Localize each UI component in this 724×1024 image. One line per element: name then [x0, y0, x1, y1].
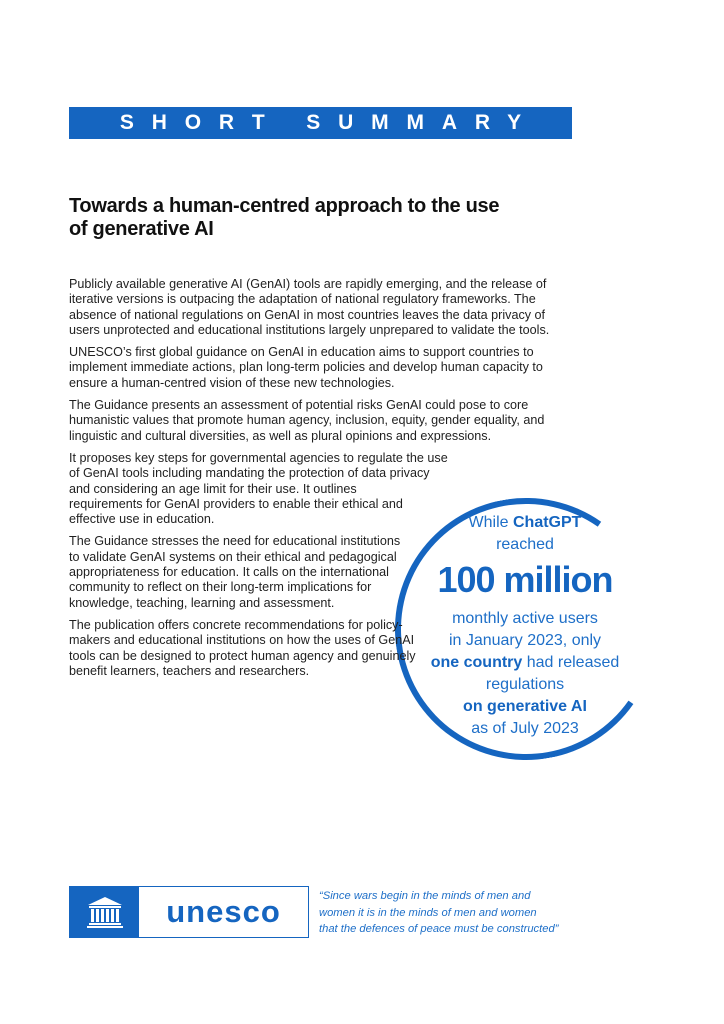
paragraph-6: The publication offers concrete recommendations for policy-makers and educational institutions on how the uses of GenAI tools can be designed to protect human agency and genuinely benefit learners, teachers and researchers.	[69, 617, 416, 678]
unesco-temple-icon	[70, 887, 139, 937]
callout-january: in January 2023, only	[448, 632, 602, 649]
callout-one-country: one country	[430, 654, 523, 671]
callout-regulations: regulations	[485, 676, 565, 693]
callout-as-of: as of July 2023	[471, 720, 579, 737]
paragraph-5: The Guidance stresses the need for educational institutions to validate GenAI systems on their ethical and pedagogical appropriateness for education. It calls on the international community to reflect on their long-term implications for knowledge, teaching, learning and assessment.	[69, 534, 401, 610]
callout-while: While	[468, 514, 513, 531]
callout-line-one-country	[405, 652, 645, 674]
page-title	[69, 195, 549, 241]
paragraph-2: UNESCO’s first global guidance on GenAI in education aims to support countries to implement immediate actions, plan long-term policies and develop human capacity to ensure a human-centred vision of these new technologies.	[69, 345, 543, 390]
callout-monthly: monthly active users	[452, 610, 598, 627]
unesco-wordmark: unesco	[166, 894, 281, 929]
callout-big-number: 100 million	[437, 559, 613, 600]
section-banner	[69, 107, 572, 139]
paragraph-1: Publicly available generative AI (GenAI) tools are rapidly emerging, and the release of iterative versions is outpacing the adaptation of national regulatory frameworks. The absence of national regulations on GenAI in most countries leaves the data privacy of users unprotected and educational institutions largely unprepared to validate the tools.	[69, 277, 550, 337]
banner-label: SHORT SUMMARY	[119, 111, 539, 134]
paragraph-3: The Guidance presents an assessment of potential risks GenAI could pose to core humanistic values that promote human agency, inclusion, equity, gender equality, and linguistic and cultural diversities, as well as plural opinions and expressions.	[69, 398, 545, 443]
title-line-2: of generative AI	[69, 218, 214, 240]
quote-line-3: that the defences of peace must be constructed”	[319, 923, 559, 935]
callout-had-released: had released	[522, 654, 620, 671]
callout-statistic	[405, 512, 645, 740]
unesco-motto-quote	[319, 888, 589, 938]
callout-reached: reached	[496, 536, 554, 553]
title-line-1: Towards a human-centred approach to the use	[69, 195, 500, 217]
quote-line-1: “Since wars begin in the minds of men and	[319, 890, 531, 902]
quote-line-2: women it is in the minds of men and women	[319, 906, 537, 919]
callout-chatgpt: ChatGPT	[513, 514, 582, 531]
callout-on-genai: on generative AI	[463, 698, 587, 715]
callout-line-1	[405, 512, 645, 534]
unesco-logo	[69, 886, 309, 938]
paragraph-4: It proposes key steps for governmental agencies to regulate the use of GenAI tools including mandating the protection of data privacy and considering an age limit for their use. It outlines requirements for GenAI providers to enable their ethical and effective use in education.	[69, 450, 448, 527]
